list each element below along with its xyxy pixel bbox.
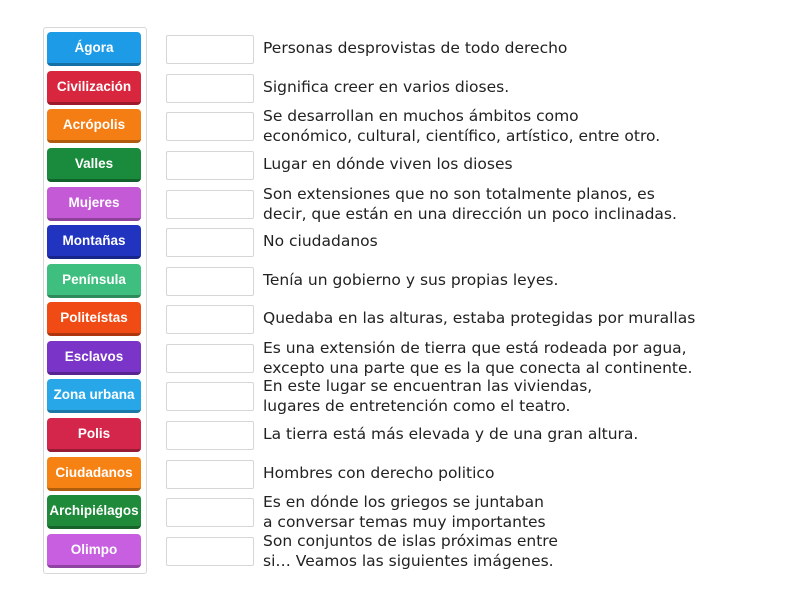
tile-polis[interactable]: Polis	[47, 418, 141, 452]
drop-slot[interactable]	[166, 382, 254, 411]
tile-politeístas[interactable]: Politeístas	[47, 302, 141, 336]
drop-slot[interactable]	[166, 74, 254, 103]
drop-slot[interactable]	[166, 537, 254, 566]
tile-archipiélagos[interactable]: Archipiélagos	[47, 495, 141, 529]
definition-text: Son extensiones que no son totalmente planos, es decir, que están en una dirección un poco inclinadas.	[263, 185, 677, 223]
tile-valles[interactable]: Valles	[47, 148, 141, 182]
definition-text: Hombres con derecho politico	[263, 464, 495, 482]
definition-text: Se desarrollan en muchos ámbitos como económico, cultural, científico, artístico, entre otro.	[263, 107, 661, 145]
tile-esclavos[interactable]: Esclavos	[47, 341, 141, 375]
drop-slot[interactable]	[166, 112, 254, 141]
drop-slot[interactable]	[166, 460, 254, 489]
definition-text: En este lugar se encuentran las viviendas, lugares de entretención como el teatro.	[263, 377, 593, 415]
drop-slot[interactable]	[166, 190, 254, 219]
tile-montañas[interactable]: Montañas	[47, 225, 141, 259]
definition-text: La tierra está más elevada y de una gran altura.	[263, 425, 639, 443]
drop-slot[interactable]	[166, 305, 254, 334]
tile-zona-urbana[interactable]: Zona urbana	[47, 379, 141, 413]
tile-acrópolis[interactable]: Acrópolis	[47, 109, 141, 143]
definition-text: Personas desprovistas de todo derecho	[263, 39, 568, 57]
tile-mujeres[interactable]: Mujeres	[47, 187, 141, 221]
definition-text: Son conjuntos de islas próximas entre si… Veamos las siguientes imágenes.	[263, 532, 558, 570]
definition-text: Tenía un gobierno y sus propias leyes.	[263, 271, 559, 289]
tile-olimpo[interactable]: Olimpo	[47, 534, 141, 568]
drop-slot[interactable]	[166, 421, 254, 450]
definition-text: Es una extensión de tierra que está rodeada por agua, excepto una parte que es la que conecta al continente.	[263, 339, 693, 377]
drop-slot[interactable]	[166, 498, 254, 527]
definition-text: Es en dónde los griegos se juntaban a conversar temas muy importantes	[263, 493, 546, 531]
definition-text: No ciudadanos	[263, 232, 378, 250]
definition-text: Lugar en dónde viven los dioses	[263, 155, 513, 173]
drop-slot[interactable]	[166, 35, 254, 64]
tile-civilización[interactable]: Civilización	[47, 71, 141, 105]
tile-península[interactable]: Península	[47, 264, 141, 298]
definition-text: Quedaba en las alturas, estaba protegidas por murallas	[263, 309, 696, 327]
drop-slot[interactable]	[166, 267, 254, 296]
drop-slot[interactable]	[166, 344, 254, 373]
tile-ágora[interactable]: Ágora	[47, 32, 141, 66]
definition-text: Significa creer en varios dioses.	[263, 78, 510, 96]
drop-slot[interactable]	[166, 151, 254, 180]
drop-slot[interactable]	[166, 228, 254, 257]
tile-ciudadanos[interactable]: Ciudadanos	[47, 457, 141, 491]
